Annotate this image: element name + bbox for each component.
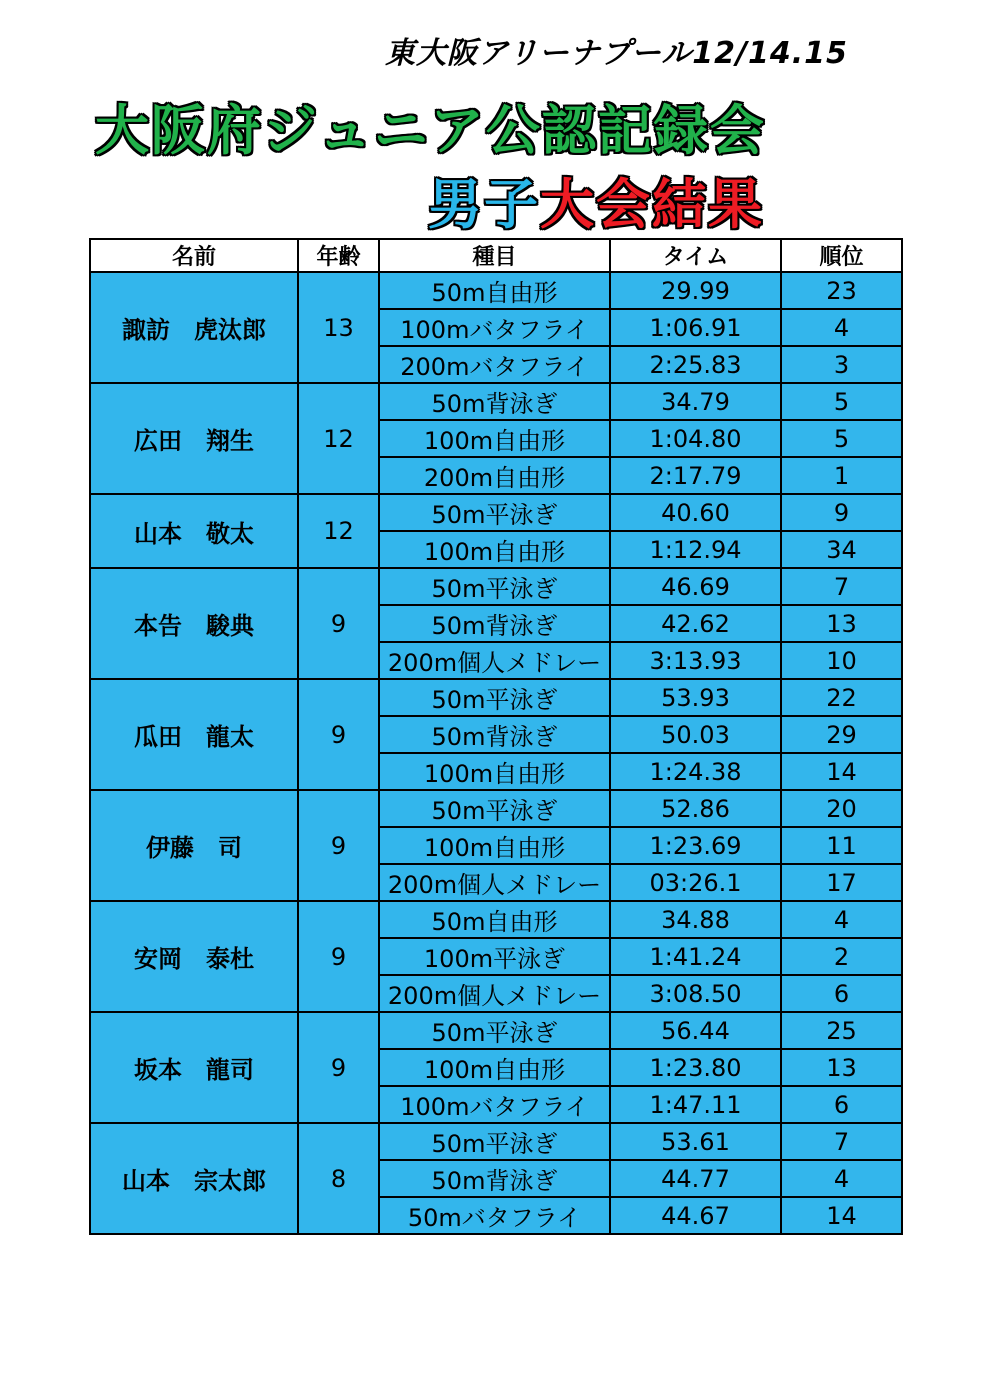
event-name: 50m平泳ぎ [379, 1012, 610, 1049]
event-name: 50m自由形 [379, 272, 610, 309]
event-name: 100m自由形 [379, 1049, 610, 1086]
event-name: 50m平泳ぎ [379, 568, 610, 605]
column-header-event: 種目 [379, 239, 610, 272]
swimmer-age: 12 [298, 494, 379, 568]
event-rank: 29 [781, 716, 902, 753]
event-time: 53.93 [610, 679, 781, 716]
event-time: 03:26.1 [610, 864, 781, 901]
event-rank: 11 [781, 827, 902, 864]
event-time: 1:41.24 [610, 938, 781, 975]
event-time: 2:25.83 [610, 346, 781, 383]
event-name: 50m平泳ぎ [379, 494, 610, 531]
event-name: 200m自由形 [379, 457, 610, 494]
event-name: 200m個人メドレー [379, 864, 610, 901]
subtitle-results: 大会結果 [540, 173, 764, 236]
event-rank: 7 [781, 568, 902, 605]
swimmer-name: 伊藤 司 [90, 790, 298, 901]
event-time: 44.67 [610, 1197, 781, 1234]
swimmer-age: 13 [298, 272, 379, 383]
event-name: 100mバタフライ [379, 309, 610, 346]
event-time: 1:04.80 [610, 420, 781, 457]
event-rank: 23 [781, 272, 902, 309]
event-name: 100m自由形 [379, 531, 610, 568]
swimmer-name: 坂本 龍司 [90, 1012, 298, 1123]
event-name: 100m平泳ぎ [379, 938, 610, 975]
event-time: 1:06.91 [610, 309, 781, 346]
event-name: 50m背泳ぎ [379, 383, 610, 420]
swimmer-age: 9 [298, 568, 379, 679]
event-time: 52.86 [610, 790, 781, 827]
event-rank: 13 [781, 1049, 902, 1086]
table-row [90, 568, 902, 605]
page-subtitle [428, 162, 764, 239]
swimmer-age: 9 [298, 790, 379, 901]
subtitle-gender: 男子 [428, 173, 540, 236]
event-name: 100mバタフライ [379, 1086, 610, 1123]
swimmer-name: 瓜田 龍太 [90, 679, 298, 790]
swimmer-age: 9 [298, 1012, 379, 1123]
event-name: 200m個人メドレー [379, 975, 610, 1012]
event-time: 2:17.79 [610, 457, 781, 494]
page-title: 大阪府ジュニア公認記録会 [95, 99, 766, 162]
column-header-time: タイム [610, 239, 781, 272]
event-time: 56.44 [610, 1012, 781, 1049]
event-rank: 34 [781, 531, 902, 568]
event-rank: 6 [781, 1086, 902, 1123]
event-time: 42.62 [610, 605, 781, 642]
event-time: 1:47.11 [610, 1086, 781, 1123]
venue-date: 東大阪アリーナプール12/14.15 [385, 36, 848, 71]
table-row [90, 494, 902, 531]
event-time: 1:23.80 [610, 1049, 781, 1086]
event-time: 34.88 [610, 901, 781, 938]
event-time: 3:08.50 [610, 975, 781, 1012]
event-name: 50mバタフライ [379, 1197, 610, 1234]
event-time: 1:12.94 [610, 531, 781, 568]
event-name: 200mバタフライ [379, 346, 610, 383]
table-row [90, 790, 902, 827]
event-time: 1:24.38 [610, 753, 781, 790]
swimmer-name: 諏訪 虎汰郎 [90, 272, 298, 383]
results-body [90, 272, 902, 1234]
event-rank: 20 [781, 790, 902, 827]
event-name: 100m自由形 [379, 420, 610, 457]
swimmer-age: 12 [298, 383, 379, 494]
event-name: 100m自由形 [379, 827, 610, 864]
header-row [90, 239, 902, 272]
swimmer-name: 山本 宗太郎 [90, 1123, 298, 1234]
event-name: 50m背泳ぎ [379, 716, 610, 753]
event-rank: 5 [781, 420, 902, 457]
event-time: 44.77 [610, 1160, 781, 1197]
event-time: 53.61 [610, 1123, 781, 1160]
swimmer-name: 本告 駿典 [90, 568, 298, 679]
column-header-name: 名前 [90, 239, 298, 272]
swimmer-name: 広田 翔生 [90, 383, 298, 494]
event-name: 50m背泳ぎ [379, 605, 610, 642]
swimmer-name: 山本 敬太 [90, 494, 298, 568]
swimmer-age: 8 [298, 1123, 379, 1234]
event-rank: 13 [781, 605, 902, 642]
table-row [90, 272, 902, 309]
event-rank: 22 [781, 679, 902, 716]
event-time: 50.03 [610, 716, 781, 753]
results-table [89, 238, 903, 1235]
event-name: 50m平泳ぎ [379, 790, 610, 827]
event-rank: 4 [781, 309, 902, 346]
table-row [90, 679, 902, 716]
event-name: 100m自由形 [379, 753, 610, 790]
event-rank: 25 [781, 1012, 902, 1049]
event-rank: 1 [781, 457, 902, 494]
event-rank: 2 [781, 938, 902, 975]
event-rank: 4 [781, 1160, 902, 1197]
event-time: 46.69 [610, 568, 781, 605]
swimmer-name: 安岡 泰杜 [90, 901, 298, 1012]
event-name: 200m個人メドレー [379, 642, 610, 679]
event-rank: 14 [781, 753, 902, 790]
event-rank: 4 [781, 901, 902, 938]
event-rank: 17 [781, 864, 902, 901]
table-row [90, 1123, 902, 1160]
event-time: 40.60 [610, 494, 781, 531]
column-header-age: 年齢 [298, 239, 379, 272]
event-name: 50m自由形 [379, 901, 610, 938]
table-row [90, 1012, 902, 1049]
event-rank: 3 [781, 346, 902, 383]
column-header-rank: 順位 [781, 239, 902, 272]
event-rank: 7 [781, 1123, 902, 1160]
event-name: 50m平泳ぎ [379, 679, 610, 716]
event-time: 34.79 [610, 383, 781, 420]
event-time: 29.99 [610, 272, 781, 309]
event-rank: 10 [781, 642, 902, 679]
swimmer-age: 9 [298, 679, 379, 790]
event-rank: 9 [781, 494, 902, 531]
event-rank: 14 [781, 1197, 902, 1234]
event-rank: 6 [781, 975, 902, 1012]
event-time: 3:13.93 [610, 642, 781, 679]
event-rank: 5 [781, 383, 902, 420]
table-row [90, 383, 902, 420]
table-row [90, 901, 902, 938]
swimmer-age: 9 [298, 901, 379, 1012]
event-name: 50m平泳ぎ [379, 1123, 610, 1160]
event-name: 50m背泳ぎ [379, 1160, 610, 1197]
event-time: 1:23.69 [610, 827, 781, 864]
